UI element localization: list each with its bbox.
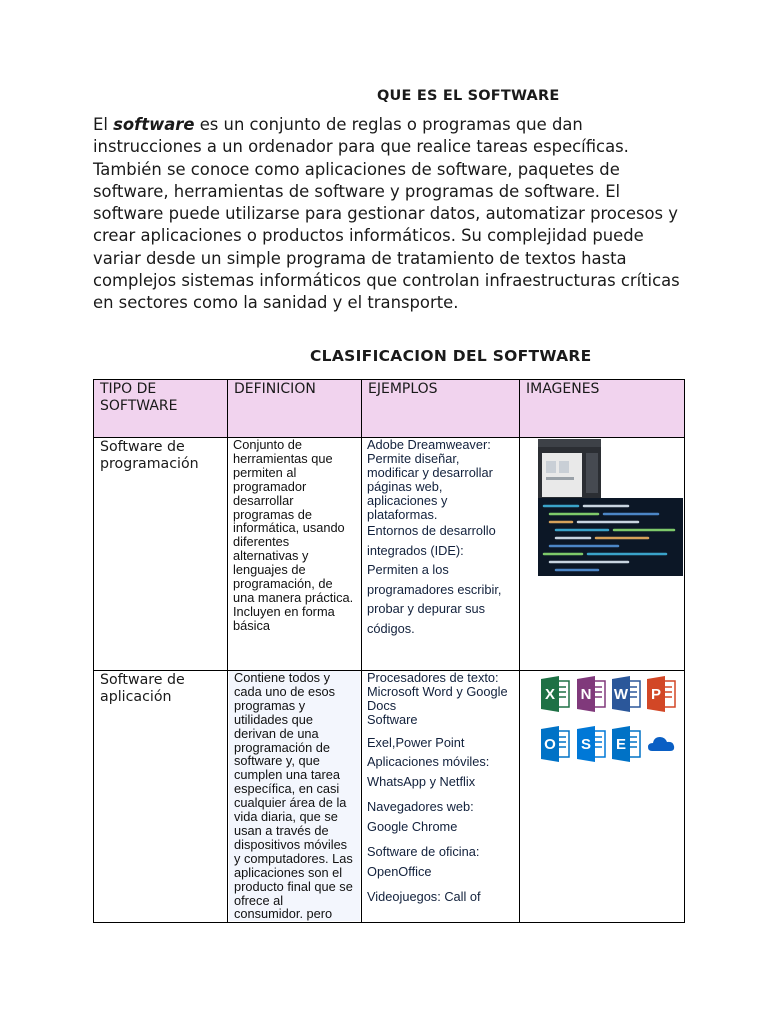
example-text: Procesadores de texto: Microsoft Word y Google Docs — [367, 670, 508, 713]
example-text: Aplicaciones móviles: WhatsApp y Netflix — [367, 754, 490, 789]
header-definition: DEFINICION — [234, 381, 316, 397]
example-text: Adobe Dreamweaver: Permite diseñar, modificar y desarrollar páginas web, aplicaciones y plataformas. — [367, 437, 493, 522]
row-examples — [362, 671, 519, 907]
table-row — [94, 438, 685, 671]
svg-text:S: S — [580, 736, 592, 753]
intro-paragraph — [93, 114, 683, 315]
svg-text:O: O — [544, 736, 556, 753]
document-title: QUE ES EL SOFTWARE — [377, 88, 560, 104]
svg-text:P: P — [650, 686, 662, 703]
skype-icon — [576, 725, 606, 763]
row-definition: Contiene todos y cada uno de esos programas y utilidades que derivan de una programación de software y, que cumplen una tarea específica, en casi cualquier área de la vida diaria, que se usan a través de dispositivos móviles y computadores. Las aplicaciones son el producto final que se ofrece al consumidor. pero — [229, 671, 360, 921]
exchange-icon — [611, 725, 641, 763]
table-row — [94, 671, 685, 923]
classification-table — [93, 379, 685, 923]
onedrive-icon — [646, 725, 676, 763]
table-header-row — [94, 380, 685, 438]
intro-text: es un conjunto de reglas o programas que dan instrucciones a un ordenador para que realice tareas específicas. También se conoce como aplicaciones de software, paquetes de software, herramientas de software y programas de software. El software puede utilizarse para gestionar datos, automatizar procesos y crear aplicaciones o productos informáticos. Su complejidad puede variar desde un simple programa de tratamiento de textos hasta complejos sistemas informáticos que controlan infraestructuras críticas en sectores como la sanidad y el transporte. — [93, 115, 680, 313]
example-text: Videojuegos: Call of — [367, 889, 481, 905]
code-screenshot-image — [538, 498, 683, 576]
header-images: IMAGENES — [526, 381, 600, 397]
header-type: TIPO DE SOFTWARE — [100, 381, 178, 414]
section-subtitle: CLASIFICACION DEL SOFTWARE — [310, 347, 592, 365]
dreamweaver-screenshot-image — [538, 439, 601, 498]
svg-text:N: N — [580, 686, 592, 703]
example-text: Navegadores web: Google Chrome — [367, 799, 474, 834]
intro-prefix: El — [93, 115, 114, 134]
intro-emphasis: software — [113, 115, 195, 134]
example-text: Software — [367, 711, 418, 727]
row-type: Software de aplicación — [100, 672, 185, 705]
row-type: Software de programación — [100, 439, 199, 472]
example-text: Software de oficina: OpenOffice — [367, 844, 480, 879]
svg-text:W: W — [613, 686, 629, 703]
svg-text:E: E — [615, 736, 627, 753]
outlook-icon — [540, 725, 570, 763]
header-examples: EJEMPLOS — [368, 381, 438, 397]
row-examples — [362, 438, 519, 638]
svg-text:X: X — [544, 686, 556, 703]
example-text: Exel,Power Point — [367, 734, 465, 750]
row-definition: Conjunto de herramientas que permiten al programador desarrollar programas de informática, usando diferentes alternativas y lenguajes de programación, de una manera práctica. Incluyen en forma básica — [233, 437, 354, 633]
example-text: Entornos de desarrollo integrados (IDE): Permiten a los programadores escribir, probar y depurar sus códigos. — [367, 523, 502, 636]
word-icon — [611, 675, 641, 713]
excel-icon — [540, 675, 570, 713]
onenote-icon — [576, 675, 606, 713]
powerpoint-icon — [646, 675, 676, 713]
